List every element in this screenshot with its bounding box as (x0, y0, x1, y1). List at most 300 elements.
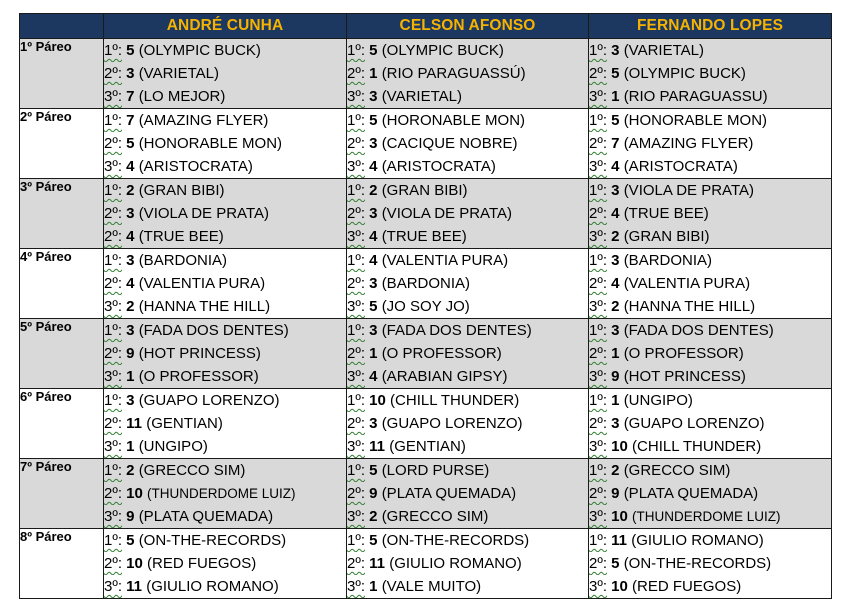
pick-number: 3 (611, 42, 620, 59)
pick-number: 4 (611, 205, 620, 222)
pick-line (589, 505, 831, 528)
horse-name: (GIULIO ROMANO) (146, 578, 279, 595)
horse-name: (ON-THE-RECORDS) (138, 532, 287, 549)
horse-name: (GIULIO ROMANO) (389, 555, 522, 572)
horse-name: (VARIETAL) (138, 65, 219, 82)
pick-line (589, 412, 831, 435)
pick-number: 11 (369, 555, 386, 572)
pick-number: 3 (611, 322, 620, 339)
pick-number: 3 (369, 322, 378, 339)
tips-table (19, 13, 832, 599)
pick-number: 10 (611, 508, 628, 525)
pick-line (589, 552, 831, 575)
horse-name: (GRECCO SIM) (623, 462, 731, 479)
pick-position: 3º: (589, 158, 607, 175)
pick-number: 11 (126, 578, 143, 595)
horse-name: (UNGIPO) (138, 438, 208, 455)
pick-line (589, 389, 831, 412)
pick-number: 2 (126, 298, 135, 315)
header-row (20, 14, 832, 39)
horse-name: (LORD PURSE) (381, 462, 490, 479)
pick-position: 3º: (589, 88, 607, 105)
pick-number: 10 (369, 392, 386, 409)
pick-number: 9 (126, 345, 135, 362)
header-fernando-lopes: FERNANDO LOPES (589, 14, 832, 39)
horse-name: (VALENTIA PURA) (623, 275, 751, 292)
pick-position: 2º: (347, 345, 365, 362)
pick-position: 1º: (104, 392, 122, 409)
pick-number: 5 (369, 112, 378, 129)
pick-position: 2º: (347, 65, 365, 82)
race-label: 7º Páreo (20, 459, 104, 529)
horse-name: (HOT PRINCESS) (623, 368, 746, 385)
pick-position: 1º: (347, 322, 365, 339)
pick-position: 3º: (104, 438, 122, 455)
pick-line (104, 529, 346, 552)
horse-name: (JO SOY JO) (381, 298, 470, 315)
pick-line (589, 202, 831, 225)
pick-line (589, 575, 831, 598)
picks-celson-afonso (347, 529, 589, 599)
race-row (20, 529, 832, 599)
pick-number: 3 (126, 65, 135, 82)
pick-line (347, 202, 588, 225)
pick-line (347, 482, 588, 505)
race-row (20, 389, 832, 459)
horse-name: (THUNDERDOME LUIZ) (632, 509, 781, 524)
pick-number: 5 (611, 112, 620, 129)
horse-name: (GRAN BIBI) (381, 182, 468, 199)
horse-name: (BARDONIA) (381, 275, 471, 292)
pick-position: 3º: (104, 158, 122, 175)
horse-name: (ON-THE-RECORDS) (381, 532, 530, 549)
pick-line (589, 435, 831, 458)
pick-number: 1 (611, 345, 620, 362)
pick-line (347, 389, 588, 412)
pick-position: 1º: (347, 42, 365, 59)
horse-name: (O PROFESSOR) (138, 368, 259, 385)
pick-number: 10 (611, 578, 628, 595)
horse-name: (RED FUEGOS) (147, 555, 257, 572)
pick-position: 3º: (347, 508, 365, 525)
pick-position: 1º: (589, 322, 607, 339)
pick-number: 2 (369, 508, 378, 525)
pick-number: 3 (611, 415, 620, 432)
picks-celson-afonso (347, 179, 589, 249)
pick-position: 3º: (589, 508, 607, 525)
pick-number: 3 (369, 275, 378, 292)
pick-line (589, 319, 831, 342)
pick-number: 9 (126, 508, 135, 525)
pick-number: 5 (369, 298, 378, 315)
pick-number: 3 (369, 415, 378, 432)
pick-position: 3º: (104, 368, 122, 385)
picks-fernando-lopes (589, 249, 832, 319)
pick-number: 3 (126, 252, 135, 269)
pick-line (347, 552, 588, 575)
pick-position: 2º: (104, 228, 122, 245)
pick-line (589, 482, 831, 505)
picks-celson-afonso (347, 389, 589, 459)
pick-line (104, 132, 346, 155)
pick-position: 1º: (104, 182, 122, 199)
pick-line (104, 109, 346, 132)
horse-name: (RIO PARAGUASSU) (623, 88, 768, 105)
pick-position: 1º: (347, 462, 365, 479)
pick-line (347, 412, 588, 435)
horse-name: (TRUE BEE) (623, 205, 709, 222)
pick-position: 1º: (347, 392, 365, 409)
picks-celson-afonso (347, 249, 589, 319)
horse-name: (HONORABLE MON) (623, 112, 768, 129)
horse-name: (GENTIAN) (146, 415, 223, 432)
horse-name: (GUAPO LORENZO) (138, 392, 280, 409)
picks-andre-cunha (104, 249, 347, 319)
pick-line (347, 319, 588, 342)
pick-position: 1º: (589, 392, 607, 409)
pick-line (589, 179, 831, 202)
pick-position: 1º: (104, 462, 122, 479)
pick-line (347, 155, 588, 178)
horse-name: (GRECCO SIM) (381, 508, 489, 525)
horse-name: (CHILL THUNDER) (632, 438, 762, 455)
pick-line (347, 132, 588, 155)
pick-line (104, 225, 346, 248)
horse-name: (VALENTIA PURA) (138, 275, 266, 292)
pick-position: 3º: (347, 158, 365, 175)
pick-position: 3º: (347, 368, 365, 385)
pick-position: 2º: (589, 555, 607, 572)
horse-name: (PLATA QUEMADA) (138, 508, 274, 525)
picks-fernando-lopes (589, 389, 832, 459)
pick-number: 11 (369, 438, 386, 455)
picks-fernando-lopes (589, 39, 832, 109)
pick-position: 2º: (347, 415, 365, 432)
horse-name: (HONORABLE MON) (138, 135, 283, 152)
horse-name: (GUAPO LORENZO) (623, 415, 765, 432)
pick-number: 5 (369, 462, 378, 479)
pick-position: 2º: (347, 275, 365, 292)
horse-name: (GUAPO LORENZO) (381, 415, 523, 432)
pick-position: 1º: (104, 532, 122, 549)
horse-name: (GRAN BIBI) (623, 228, 710, 245)
pick-line (104, 459, 346, 482)
horse-name: (VIOLA DE PRATA) (623, 182, 754, 199)
header-andre-cunha: ANDRÉ CUNHA (104, 14, 347, 39)
horse-name: (RIO PARAGUASSÚ) (381, 65, 526, 82)
horse-name: (GRECCO SIM) (138, 462, 246, 479)
pick-line (347, 249, 588, 272)
horse-name: (OLYMPIC BUCK) (381, 42, 504, 59)
picks-celson-afonso (347, 39, 589, 109)
pick-position: 2º: (589, 345, 607, 362)
pick-position: 2º: (347, 135, 365, 152)
pick-number: 3 (369, 135, 378, 152)
pick-line (589, 295, 831, 318)
pick-position: 1º: (589, 532, 607, 549)
pick-number: 1 (126, 438, 135, 455)
horse-name: (O PROFESSOR) (623, 345, 744, 362)
pick-number: 3 (126, 322, 135, 339)
horse-name: (ARISTOCRATA) (381, 158, 496, 175)
pick-position: 3º: (104, 298, 122, 315)
pick-number: 5 (369, 532, 378, 549)
pick-position: 3º: (104, 88, 122, 105)
horse-name: (BARDONIA) (138, 252, 228, 269)
pick-position: 3º: (347, 438, 365, 455)
pick-position: 1º: (104, 42, 122, 59)
horse-name: (FADA DOS DENTES) (623, 322, 774, 339)
pick-line (104, 155, 346, 178)
pick-position: 2º: (347, 205, 365, 222)
pick-position: 1º: (104, 322, 122, 339)
pick-number: 4 (369, 252, 378, 269)
pick-position: 2º: (104, 65, 122, 82)
pick-number: 9 (369, 485, 378, 502)
pick-number: 11 (611, 532, 628, 549)
race-label: 6º Páreo (20, 389, 104, 459)
horse-name: (ON-THE-RECORDS) (623, 555, 772, 572)
pick-line (104, 552, 346, 575)
pick-line (104, 39, 346, 62)
pick-position: 1º: (589, 252, 607, 269)
pick-line (347, 529, 588, 552)
pick-line (589, 272, 831, 295)
picks-celson-afonso (347, 319, 589, 389)
pick-line (589, 342, 831, 365)
horse-name: (ARISTOCRATA) (623, 158, 738, 175)
pick-number: 10 (611, 438, 628, 455)
race-row (20, 39, 832, 109)
race-label: 2º Páreo (20, 109, 104, 179)
race-row (20, 179, 832, 249)
pick-line (104, 389, 346, 412)
pick-position: 3º: (589, 368, 607, 385)
horse-name: (CHILL THUNDER) (390, 392, 520, 409)
pick-line (589, 39, 831, 62)
pick-line (589, 459, 831, 482)
horse-name: (HOT PRINCESS) (138, 345, 261, 362)
horse-name: (O PROFESSOR) (381, 345, 502, 362)
horse-name: (CACIQUE NOBRE) (381, 135, 518, 152)
picks-andre-cunha (104, 39, 347, 109)
pick-position: 2º: (589, 205, 607, 222)
pick-line (347, 342, 588, 365)
horse-name: (VALE MUITO) (381, 578, 482, 595)
pick-position: 1º: (347, 112, 365, 129)
pick-number: 3 (126, 392, 135, 409)
horse-name: (HANNA THE HILL) (623, 298, 756, 315)
pick-line (347, 575, 588, 598)
horse-name: (ARISTOCRATA) (138, 158, 253, 175)
pick-line (104, 272, 346, 295)
race-label: 5º Páreo (20, 319, 104, 389)
pick-line (104, 319, 346, 342)
horse-name: (UNGIPO) (623, 392, 693, 409)
horse-name: (ARABIAN GIPSY) (381, 368, 508, 385)
pick-number: 1 (126, 368, 135, 385)
pick-number: 5 (126, 42, 135, 59)
pick-line (347, 85, 588, 108)
picks-fernando-lopes (589, 109, 832, 179)
pick-number: 9 (611, 485, 620, 502)
horse-name: (VARIETAL) (381, 88, 462, 105)
pick-line (589, 85, 831, 108)
pick-number: 2 (611, 228, 620, 245)
pick-number: 3 (611, 182, 620, 199)
pick-number: 3 (369, 88, 378, 105)
pick-number: 3 (126, 205, 135, 222)
horse-name: (HANNA THE HILL) (138, 298, 271, 315)
pick-position: 2º: (589, 485, 607, 502)
pick-line (589, 225, 831, 248)
pick-position: 3º: (104, 508, 122, 525)
pick-line (347, 272, 588, 295)
horse-name: (PLATA QUEMADA) (623, 485, 759, 502)
picks-andre-cunha (104, 529, 347, 599)
pick-number: 4 (126, 158, 135, 175)
picks-fernando-lopes (589, 529, 832, 599)
pick-line (347, 295, 588, 318)
pick-position: 3º: (589, 228, 607, 245)
pick-position: 2º: (347, 555, 365, 572)
pick-number: 5 (369, 42, 378, 59)
pick-position: 2º: (104, 205, 122, 222)
horse-name: (VIOLA DE PRATA) (138, 205, 269, 222)
pick-number: 10 (126, 555, 143, 572)
horse-name: (THUNDERDOME LUIZ) (147, 486, 296, 501)
pick-number: 2 (611, 462, 620, 479)
pick-number: 5 (126, 135, 135, 152)
pick-number: 3 (611, 252, 620, 269)
pick-number: 4 (369, 158, 378, 175)
pick-position: 2º: (347, 485, 365, 502)
horse-name: (AMAZING FLYER) (138, 112, 269, 129)
pick-position: 3º: (347, 298, 365, 315)
pick-position: 2º: (589, 275, 607, 292)
pick-position: 3º: (347, 228, 365, 245)
horse-name: (HORONABLE MON) (381, 112, 526, 129)
pick-line (104, 412, 346, 435)
horse-name: (BARDONIA) (623, 252, 713, 269)
horse-name: (VIOLA DE PRATA) (381, 205, 512, 222)
horse-name: (LO MEJOR) (138, 88, 226, 105)
race-label: 1º Páreo (20, 39, 104, 109)
pick-number: 4 (126, 228, 135, 245)
pick-number: 1 (611, 88, 620, 105)
picks-andre-cunha (104, 319, 347, 389)
pick-position: 1º: (589, 182, 607, 199)
pick-position: 1º: (347, 182, 365, 199)
horse-name: (PLATA QUEMADA) (381, 485, 517, 502)
pick-number: 2 (369, 182, 378, 199)
picks-fernando-lopes (589, 459, 832, 529)
pick-line (589, 529, 831, 552)
picks-fernando-lopes (589, 179, 832, 249)
pick-line (104, 505, 346, 528)
pick-line (104, 295, 346, 318)
pick-number: 2 (611, 298, 620, 315)
pick-line (589, 132, 831, 155)
pick-line (347, 505, 588, 528)
picks-andre-cunha (104, 459, 347, 529)
race-label: 3º Páreo (20, 179, 104, 249)
pick-position: 1º: (347, 252, 365, 269)
horse-name: (RED FUEGOS) (632, 578, 742, 595)
pick-line (589, 62, 831, 85)
pick-line (104, 62, 346, 85)
pick-position: 2º: (104, 555, 122, 572)
horse-name: (GIULIO ROMANO) (631, 532, 764, 549)
pick-line (347, 459, 588, 482)
pick-number: 4 (369, 368, 378, 385)
pick-number: 5 (611, 555, 620, 572)
pick-number: 7 (126, 112, 135, 129)
race-label: 8º Páreo (20, 529, 104, 599)
pick-position: 3º: (347, 578, 365, 595)
pick-number: 4 (611, 158, 620, 175)
pick-number: 1 (369, 65, 378, 82)
pick-position: 1º: (104, 112, 122, 129)
pick-position: 1º: (347, 532, 365, 549)
pick-number: 7 (126, 88, 135, 105)
pick-line (104, 85, 346, 108)
pick-number: 1 (369, 578, 378, 595)
horse-name: (OLYMPIC BUCK) (138, 42, 261, 59)
pick-line (104, 249, 346, 272)
pick-line (104, 365, 346, 388)
pick-line (347, 225, 588, 248)
pick-number: 3 (369, 205, 378, 222)
pick-line (347, 435, 588, 458)
picks-celson-afonso (347, 109, 589, 179)
picks-andre-cunha (104, 179, 347, 249)
pick-number: 5 (611, 65, 620, 82)
pick-line (104, 575, 346, 598)
horse-name: (GENTIAN) (389, 438, 466, 455)
pick-position: 1º: (589, 42, 607, 59)
race-row (20, 319, 832, 389)
pick-position: 2º: (589, 135, 607, 152)
pick-line (104, 435, 346, 458)
race-row (20, 249, 832, 319)
pick-number: 4 (126, 275, 135, 292)
pick-number: 1 (369, 345, 378, 362)
pick-position: 2º: (104, 135, 122, 152)
pick-line (347, 109, 588, 132)
pick-line (104, 342, 346, 365)
pick-number: 10 (126, 485, 143, 502)
pick-position: 1º: (104, 252, 122, 269)
pick-position: 3º: (104, 578, 122, 595)
horse-name: (TRUE BEE) (381, 228, 467, 245)
pick-number: 5 (126, 532, 135, 549)
pick-position: 1º: (589, 462, 607, 479)
pick-line (104, 179, 346, 202)
pick-line (589, 249, 831, 272)
pick-number: 11 (126, 415, 143, 432)
horse-name: (VARIETAL) (623, 42, 704, 59)
pick-line (347, 179, 588, 202)
pick-position: 3º: (589, 578, 607, 595)
pick-line (104, 202, 346, 225)
horse-name: (FADA DOS DENTES) (138, 322, 289, 339)
pick-line (589, 109, 831, 132)
pick-number: 2 (126, 182, 135, 199)
race-row (20, 459, 832, 529)
horse-name: (VALENTIA PURA) (381, 252, 509, 269)
horse-name: (TRUE BEE) (138, 228, 224, 245)
